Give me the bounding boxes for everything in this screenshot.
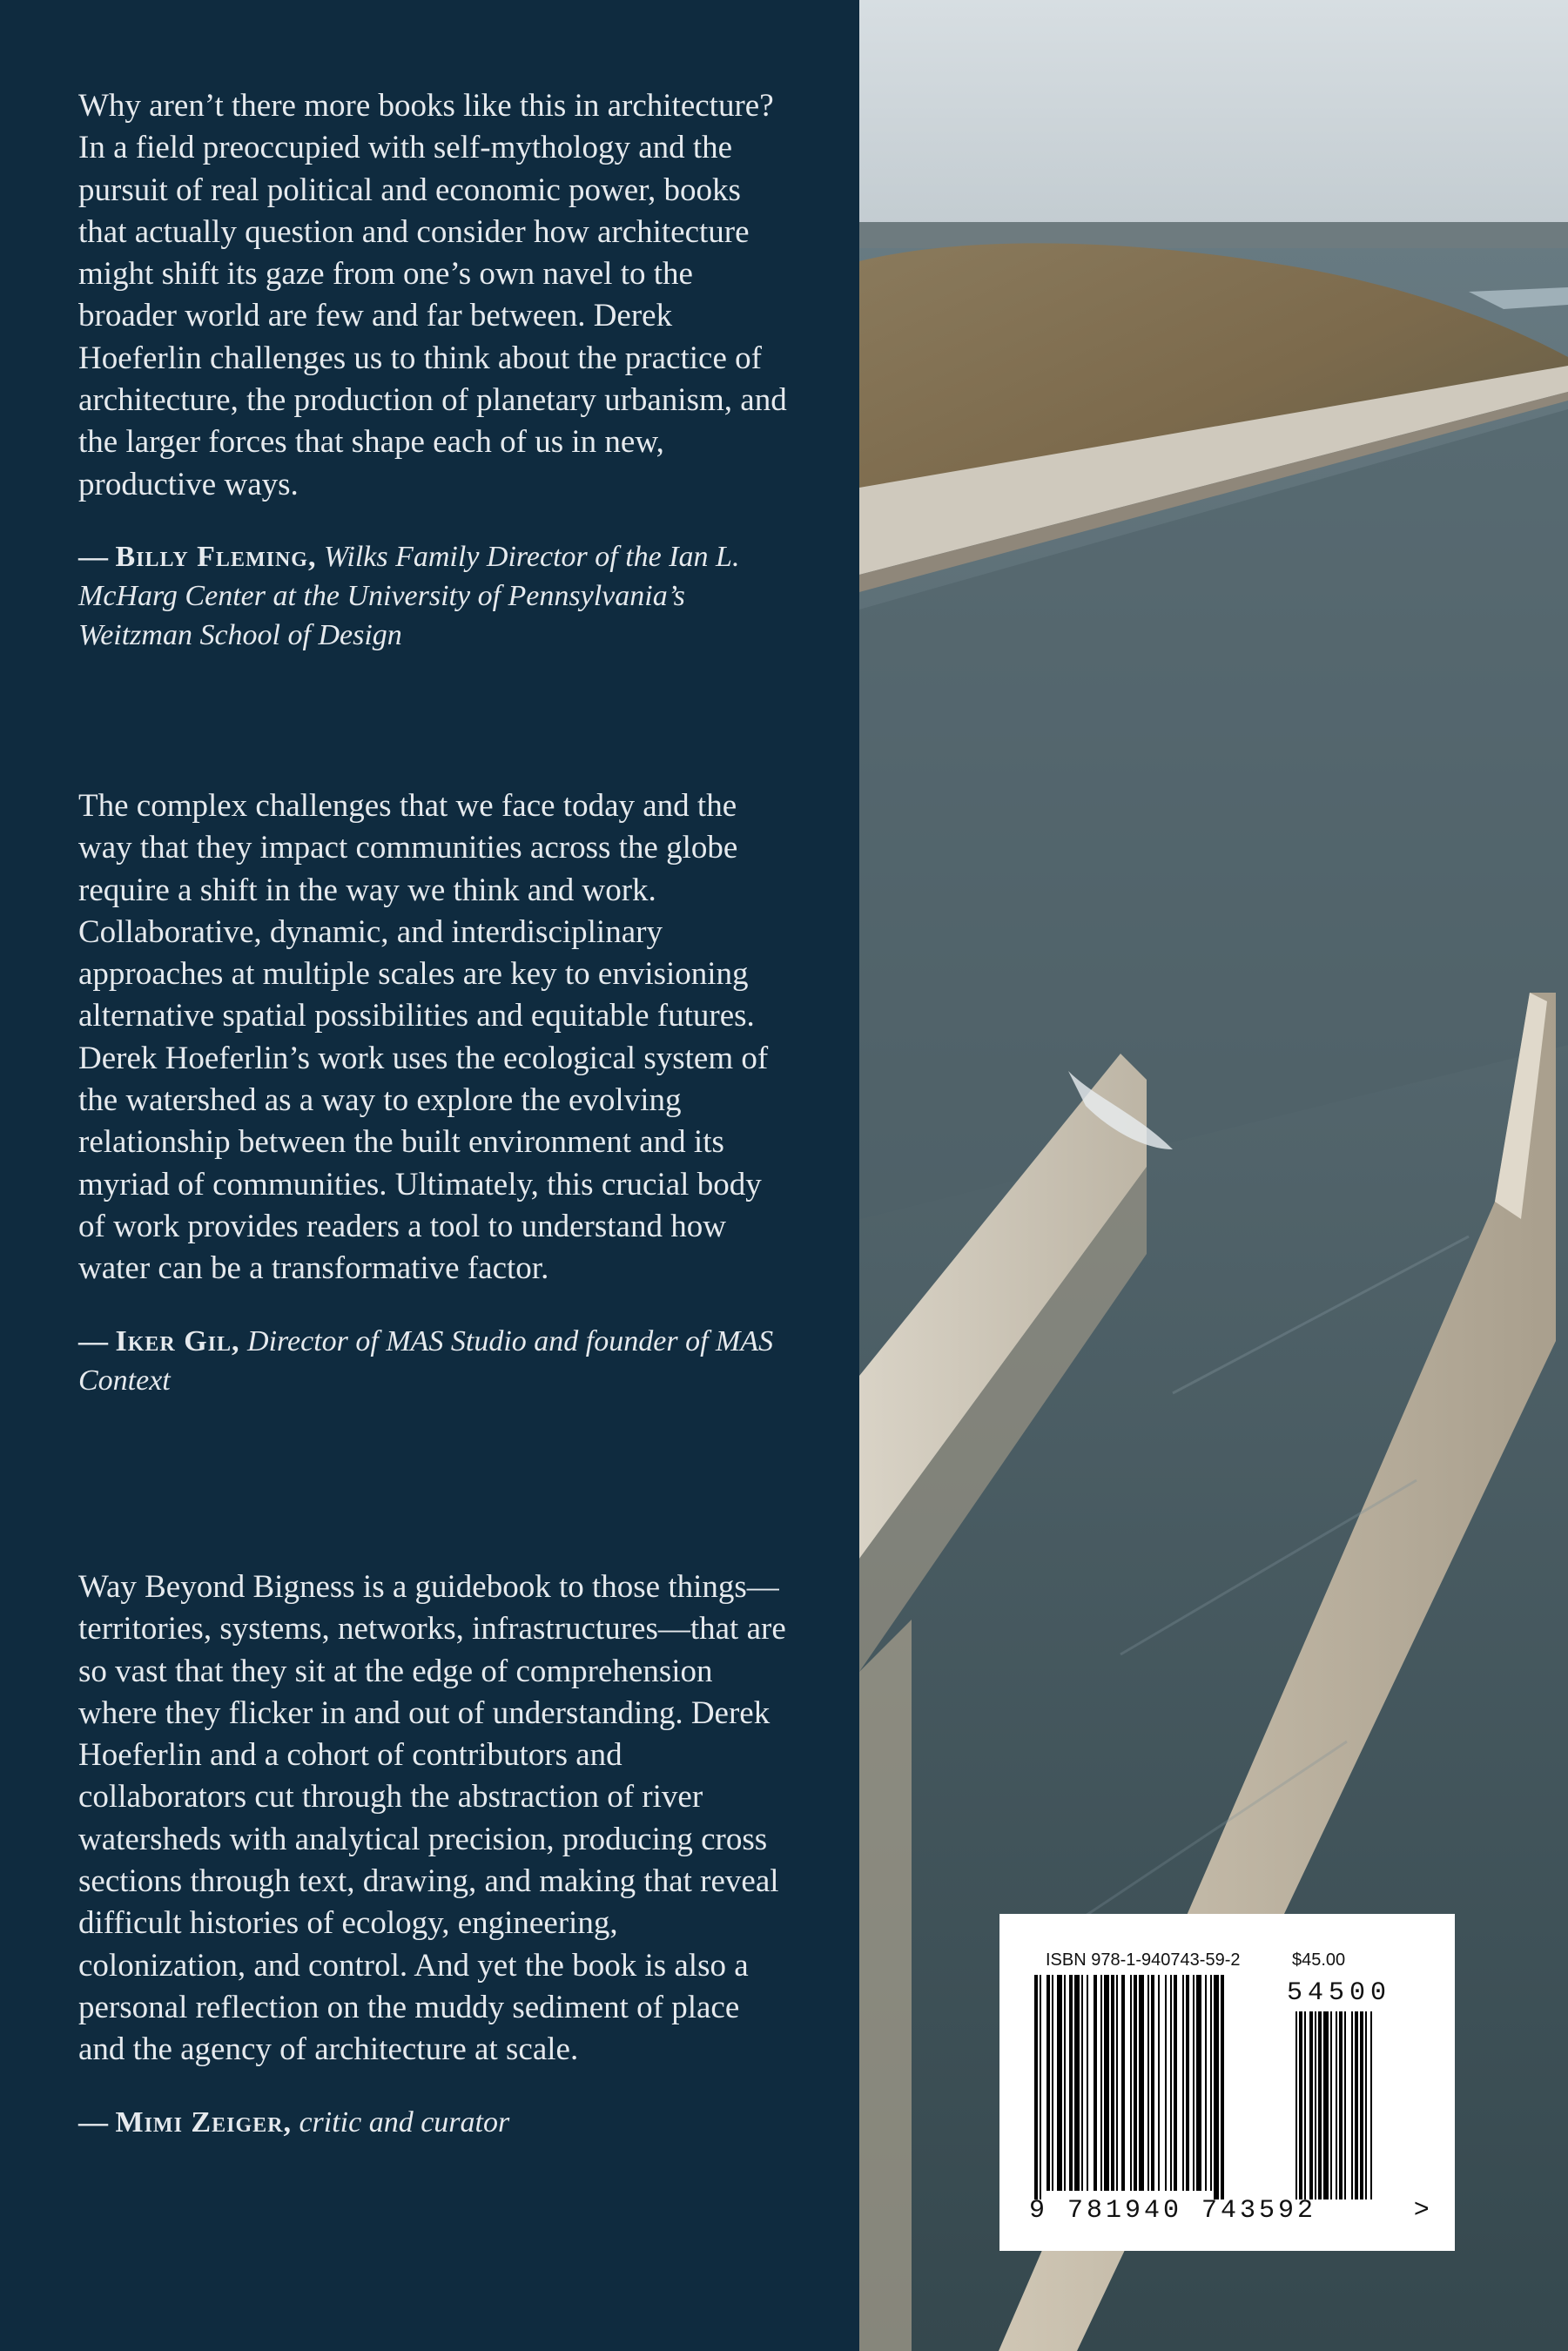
barcode-bar: [1074, 1975, 1080, 2191]
barcode-bar: [1151, 1975, 1154, 2191]
barcode-bar: [1147, 1975, 1149, 2191]
barcode-bar: [1064, 1975, 1066, 2191]
endorsement-text: Why aren’t there more books like this in architecture? In a field preoccupied with self-mythology and the pursuit of real political and economic power, books that actually question and consider how architecture might shift its gaze from one’s own navel to the broader world are few and far between. Derek Hoeferlin challenges us to think about the practice of architecture, the production of planetary urbanism, and the larger forces that shape each of us in new, productive ways.: [78, 88, 787, 502]
endorser-role: Wilks Family Director of the Ian L. McHarg Center at the University of Pennsylvania’s Weitzman School of Design: [78, 540, 740, 651]
barcode-supplement-bar: [1315, 2011, 1316, 2199]
barcode-supplement-bar: [1299, 2011, 1302, 2199]
barcode-supplement-bar: [1339, 2011, 1343, 2199]
barcode-bar: [1170, 1975, 1172, 2191]
endorsement-1: [78, 85, 792, 655]
barcode-box: [999, 1914, 1455, 2251]
barcode-bar: [1046, 1975, 1050, 2191]
barcode-supplement-bar: [1336, 2011, 1337, 2199]
barcode-bar: [1221, 1975, 1224, 2199]
endorsement-2: [78, 785, 792, 1400]
endorser-name: Iker Gil,: [115, 1324, 240, 1357]
barcode-supplement-bar: [1304, 2011, 1306, 2199]
barcode-bar: [1130, 1975, 1132, 2191]
barcode-supplement-bar: [1344, 2011, 1346, 2199]
barcode-bar: [1040, 1975, 1041, 2199]
endorsement-text: The complex challenges that we face today and the way that they impact communities across the globe require a shift in the way we think and work. Collaborative, dynamic, and interdisciplinary approaches at multiple scales are key to envisioning alternative spatial possibilities and equitable futures. Derek Hoeferlin’s work uses the ecological system of the watershed as a way to explore the evolving relationship between the built environment and its myriad of communities. Ultimately, this crucial body of work provides readers a tool to understand how water can be a transformative factor.: [78, 788, 769, 1287]
barcode-supplement-bar: [1318, 2011, 1322, 2199]
price-supplement-digits: 54500: [1287, 1978, 1392, 2008]
barcode-bar: [1081, 1975, 1083, 2191]
barcode-bar: [1210, 1975, 1212, 2191]
barcode-bar: [1121, 1975, 1125, 2191]
barcode-bar: [1104, 1975, 1109, 2191]
barcode-bar: [1134, 1975, 1137, 2191]
barcode-supplement-bar: [1351, 2011, 1353, 2199]
barcode-bar: [1139, 1975, 1144, 2191]
barcode-bar: [1034, 1975, 1038, 2199]
barcode-supplement-bar: [1323, 2011, 1329, 2199]
endorser-role: critic and curator: [291, 2105, 510, 2139]
barcode-supplement-bar: [1295, 2011, 1297, 2199]
endorsement-attribution: — Mimi Zeiger, critic and curator: [78, 2105, 510, 2139]
price-label: $45.00: [1292, 1950, 1346, 1970]
barcode-bar: [1052, 1975, 1053, 2191]
barcode-bar: [1111, 1975, 1114, 2191]
barcode-arrow: >: [1414, 2194, 1430, 2223]
barcode-supplement-bar: [1360, 2011, 1363, 2199]
barcode-supplement-bar: [1330, 2011, 1332, 2199]
barcode-digits: 9 781940 743592: [1029, 2196, 1317, 2226]
endorsement-3: [78, 1566, 792, 2142]
barcode-supplement-bar: [1365, 2011, 1367, 2199]
barcode-bar: [1158, 1975, 1160, 2191]
endorser-name: Mimi Zeiger,: [115, 2105, 292, 2139]
barcode-supplement-bar: [1309, 2011, 1313, 2199]
barcode-bar: [1165, 1975, 1167, 2191]
barcode-bar: [1094, 1975, 1097, 2191]
barcode-bar: [1214, 1975, 1219, 2199]
barcode-bar: [1087, 1975, 1088, 2191]
barcode-supplement-bar: [1370, 2011, 1372, 2199]
endorser-name: Billy Fleming,: [115, 540, 317, 573]
barcode-bar: [1193, 1975, 1195, 2191]
isbn-label: ISBN 978-1-940743-59-2: [1046, 1950, 1241, 1970]
barcode-bar: [1069, 1975, 1073, 2191]
barcode-bar: [1186, 1975, 1189, 2191]
barcode-bar: [1174, 1975, 1177, 2191]
endorser-role: Director of MAS Studio and founder of MAS Context: [78, 1324, 774, 1397]
barcode-bar: [1116, 1975, 1118, 2191]
barcode-supplement-bar: [1355, 2011, 1358, 2199]
barcode-bar: [1057, 1975, 1062, 2191]
endorsement-text: Way Beyond Bigness is a guidebook to those things—territories, systems, networks, infrastructures—that are so vast that they sit at the edge of comprehension where they flicker in and out of understanding. Derek Hoeferlin and a cohort of contributors and collaborators cut through the abstraction of river watersheds with analytical precision, producing cross sections through text, drawing, and making that reveal difficult histories of ecology, engineering, colonization, and control. And yet the book is also a personal reflection on the muddy sediment of place and the agency of architecture at scale.: [78, 1569, 786, 2068]
barcode-bar: [1100, 1975, 1102, 2191]
endorsement-attribution: — Iker Gil, Director of MAS Studio and founder of MAS Context: [78, 1324, 774, 1397]
barcode-bar: [1182, 1975, 1184, 2191]
barcode-bar: [1196, 1975, 1201, 2191]
barcode-bar: [1205, 1975, 1207, 2191]
endorsement-attribution: — Billy Fleming, Wilks Family Director of the Ian L. McHarg Center at the University of Pennsylvania’s Weitzman School of Design: [78, 540, 740, 651]
